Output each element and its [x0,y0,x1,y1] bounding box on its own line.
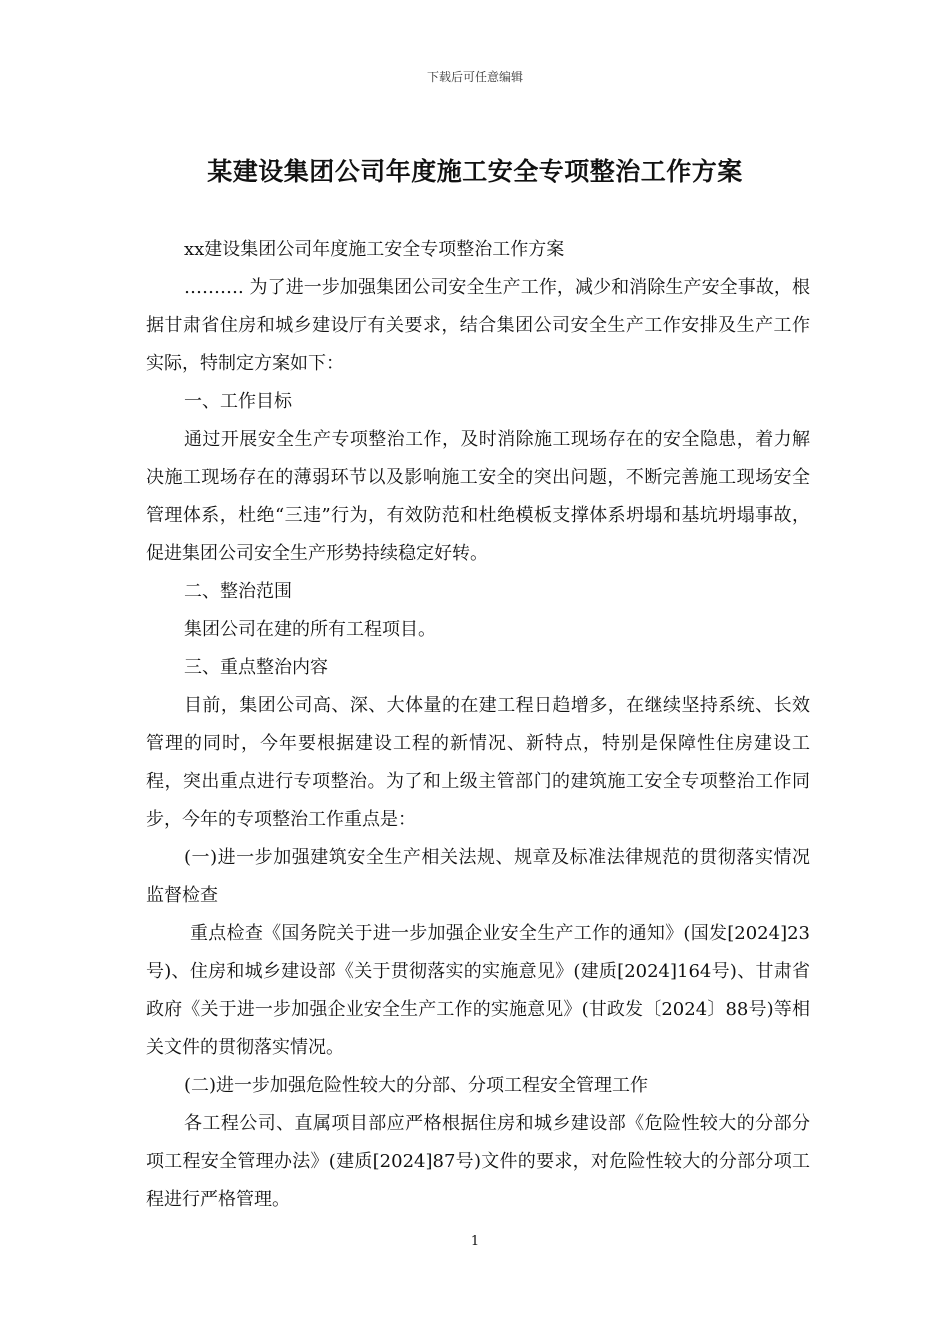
section-heading-key-content: 三、重点整治内容 [184,657,328,678]
section-heading-goals: 一、工作目标 [184,391,292,412]
intro-paragraph: ………. 为了进一步加强集团公司安全生产工作，减少和消除生产安全事故，根据甘肃省住房和城乡建设厅有关要求，结合集团公司安全生产工作安排及生产工作实际，特制定方案如下： [146,277,810,374]
document-body [146,231,810,1219]
header-note: 下载后可任意编辑 [426,70,523,84]
subtitle-paragraph: xx建设集团公司年度施工安全专项整治工作方案 [184,239,565,260]
scope-paragraph: 集团公司在建的所有工程项目。 [184,619,436,640]
subsection-heading-2: (二)进一步加强危险性较大的分部、分项工程安全管理工作 [184,1075,649,1096]
goals-paragraph: 通过开展安全生产专项整治工作，及时消除施工现场存在的安全隐患，着力解决施工现场存在的薄弱环节以及影响施工安全的突出问题，不断完善施工现场安全管理体系，杜绝“三违”行为，有效防范和杜绝模板支撑体系坍塌和基坑坍塌事故，促进集团公司安全生产形势持续稳定好转。 [146,429,810,564]
key-content-paragraph: 目前，集团公司高、深、大体量的在建工程日趋增多，在继续坚持系统、长效管理的同时，今年要根据建设工程的新情况、新特点，特别是保障性住房建设工程，突出重点进行专项整治。为了和上级主管部门的建筑施工安全专项整治工作同步，今年的专项整治工作重点是： [146,695,810,830]
subsection-heading-1: (一)进一步加强建筑安全生产相关法规、规章及标准法律规范的贯彻落实情况监督检查 [146,847,810,906]
subsection-2-paragraph: 各工程公司、直属项目部应严格根据住房和城乡建设部《危险性较大的分部分项工程安全管理办法》(建质[2024]87号)文件的要求，对危险性较大的分部分项工程进行严格管理。 [146,1113,810,1210]
document-title: 某建设集团公司年度施工安全专项整治工作方案 [207,157,743,186]
section-heading-scope: 二、整治范围 [184,581,292,602]
subsection-1-paragraph: 重点检查《国务院关于进一步加强企业安全生产工作的通知》(国发[2024]23号)、住房和城乡建设部《关于贯彻落实的实施意见》(建质[2024]164号)、甘肃省政府《关于进一步加强企业安全生产工作的实施意见》(甘政发〔2024〕88号)等相关文件的贯彻落实情况。 [146,923,810,1058]
page-number: 1 [470,1234,480,1249]
